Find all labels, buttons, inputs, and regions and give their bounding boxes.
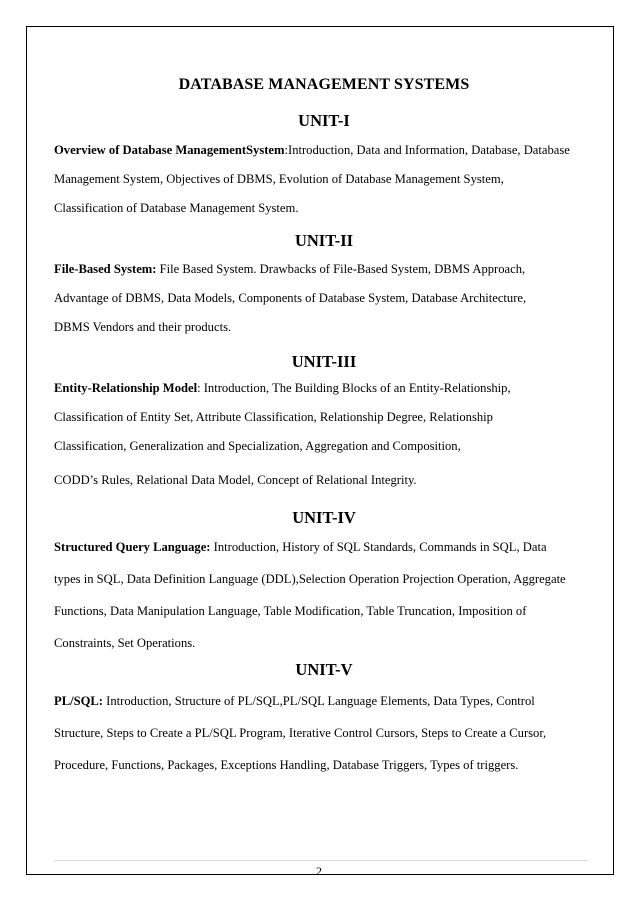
unit-3-heading: UNIT-III bbox=[291, 352, 357, 371]
unit-2-line-2: Advantage of DBMS, Data Models, Components of Database System, Database Architecture, bbox=[54, 291, 527, 305]
unit-3-line-1 bbox=[54, 374, 594, 403]
unit-3-line-3: Classification, Generalization and Specialization, Aggregation and Composition, bbox=[54, 439, 461, 453]
unit-2-text-1: File Based System. Drawbacks of File-Based System, DBMS Approach, bbox=[156, 262, 526, 276]
unit-3-body bbox=[54, 374, 594, 495]
unit-5-line-2: Structure, Steps to Create a PL/SQL Program, Iterative Control Cursors, Steps to Create a Cursor, bbox=[54, 726, 547, 740]
unit-2-line-1 bbox=[54, 255, 594, 284]
unit-2-body bbox=[54, 255, 594, 342]
unit-1-line-1 bbox=[54, 136, 594, 165]
unit-4-line-4: Constraints, Set Operations. bbox=[54, 636, 196, 650]
unit-2-heading: UNIT-II bbox=[294, 231, 354, 250]
page-number: 2 bbox=[316, 864, 322, 878]
unit-5-heading: UNIT-V bbox=[295, 660, 353, 679]
unit-4-heading: UNIT-IV bbox=[292, 508, 356, 527]
unit-3-text-1: : Introduction, The Building Blocks of an Entity-Relationship, bbox=[197, 381, 511, 395]
unit-2-topic: File-Based System: bbox=[54, 262, 157, 276]
unit-3-line-4: CODD’s Rules, Relational Data Model, Concept of Relational Integrity. bbox=[54, 473, 417, 487]
document-title: DATABASE MANAGEMENT SYSTEMS bbox=[178, 76, 470, 93]
unit-5-topic: PL/SQL: bbox=[54, 694, 103, 708]
unit-1-heading: UNIT-I bbox=[298, 111, 350, 130]
unit-1-text-1: :Introduction, Data and Information, Database, Database bbox=[284, 143, 570, 157]
unit-5-text-1: Introduction, Structure of PL/SQL,PL/SQL Language Elements, Data Types, Control bbox=[103, 694, 535, 708]
unit-4-body bbox=[54, 533, 594, 658]
unit-4-topic: Structured Query Language: bbox=[54, 540, 211, 554]
unit-1-topic: Overview of Database ManagementSystem bbox=[54, 143, 285, 157]
unit-3-topic: Entity-Relationship Model bbox=[54, 381, 198, 395]
unit-5-line-3: Procedure, Functions, Packages, Exceptions Handling, Database Triggers, Types of triggers. bbox=[54, 758, 519, 772]
unit-1-body bbox=[54, 136, 594, 223]
unit-3-line-2: Classification of Entity Set, Attribute Classification, Relationship Degree, Relationship bbox=[54, 410, 493, 424]
unit-4-line-1 bbox=[54, 533, 594, 562]
unit-4-line-2: types in SQL, Data Definition Language (DDL),Selection Operation Projection Operation, Aggregate bbox=[54, 572, 566, 586]
unit-4-line-3: Functions, Data Manipulation Language, Table Modification, Table Truncation, Imposition of bbox=[54, 604, 527, 618]
unit-1-line-3: Classification of Database Management System. bbox=[54, 201, 299, 215]
footer-divider bbox=[54, 860, 588, 861]
unit-5-line-1 bbox=[54, 687, 594, 716]
unit-1-line-2: Management System, Objectives of DBMS, Evolution of Database Management System, bbox=[54, 172, 504, 186]
unit-5-body bbox=[54, 687, 594, 780]
unit-4-text-1: Introduction, History of SQL Standards, Commands in SQL, Data bbox=[210, 540, 547, 554]
unit-2-line-3: DBMS Vendors and their products. bbox=[54, 320, 232, 334]
